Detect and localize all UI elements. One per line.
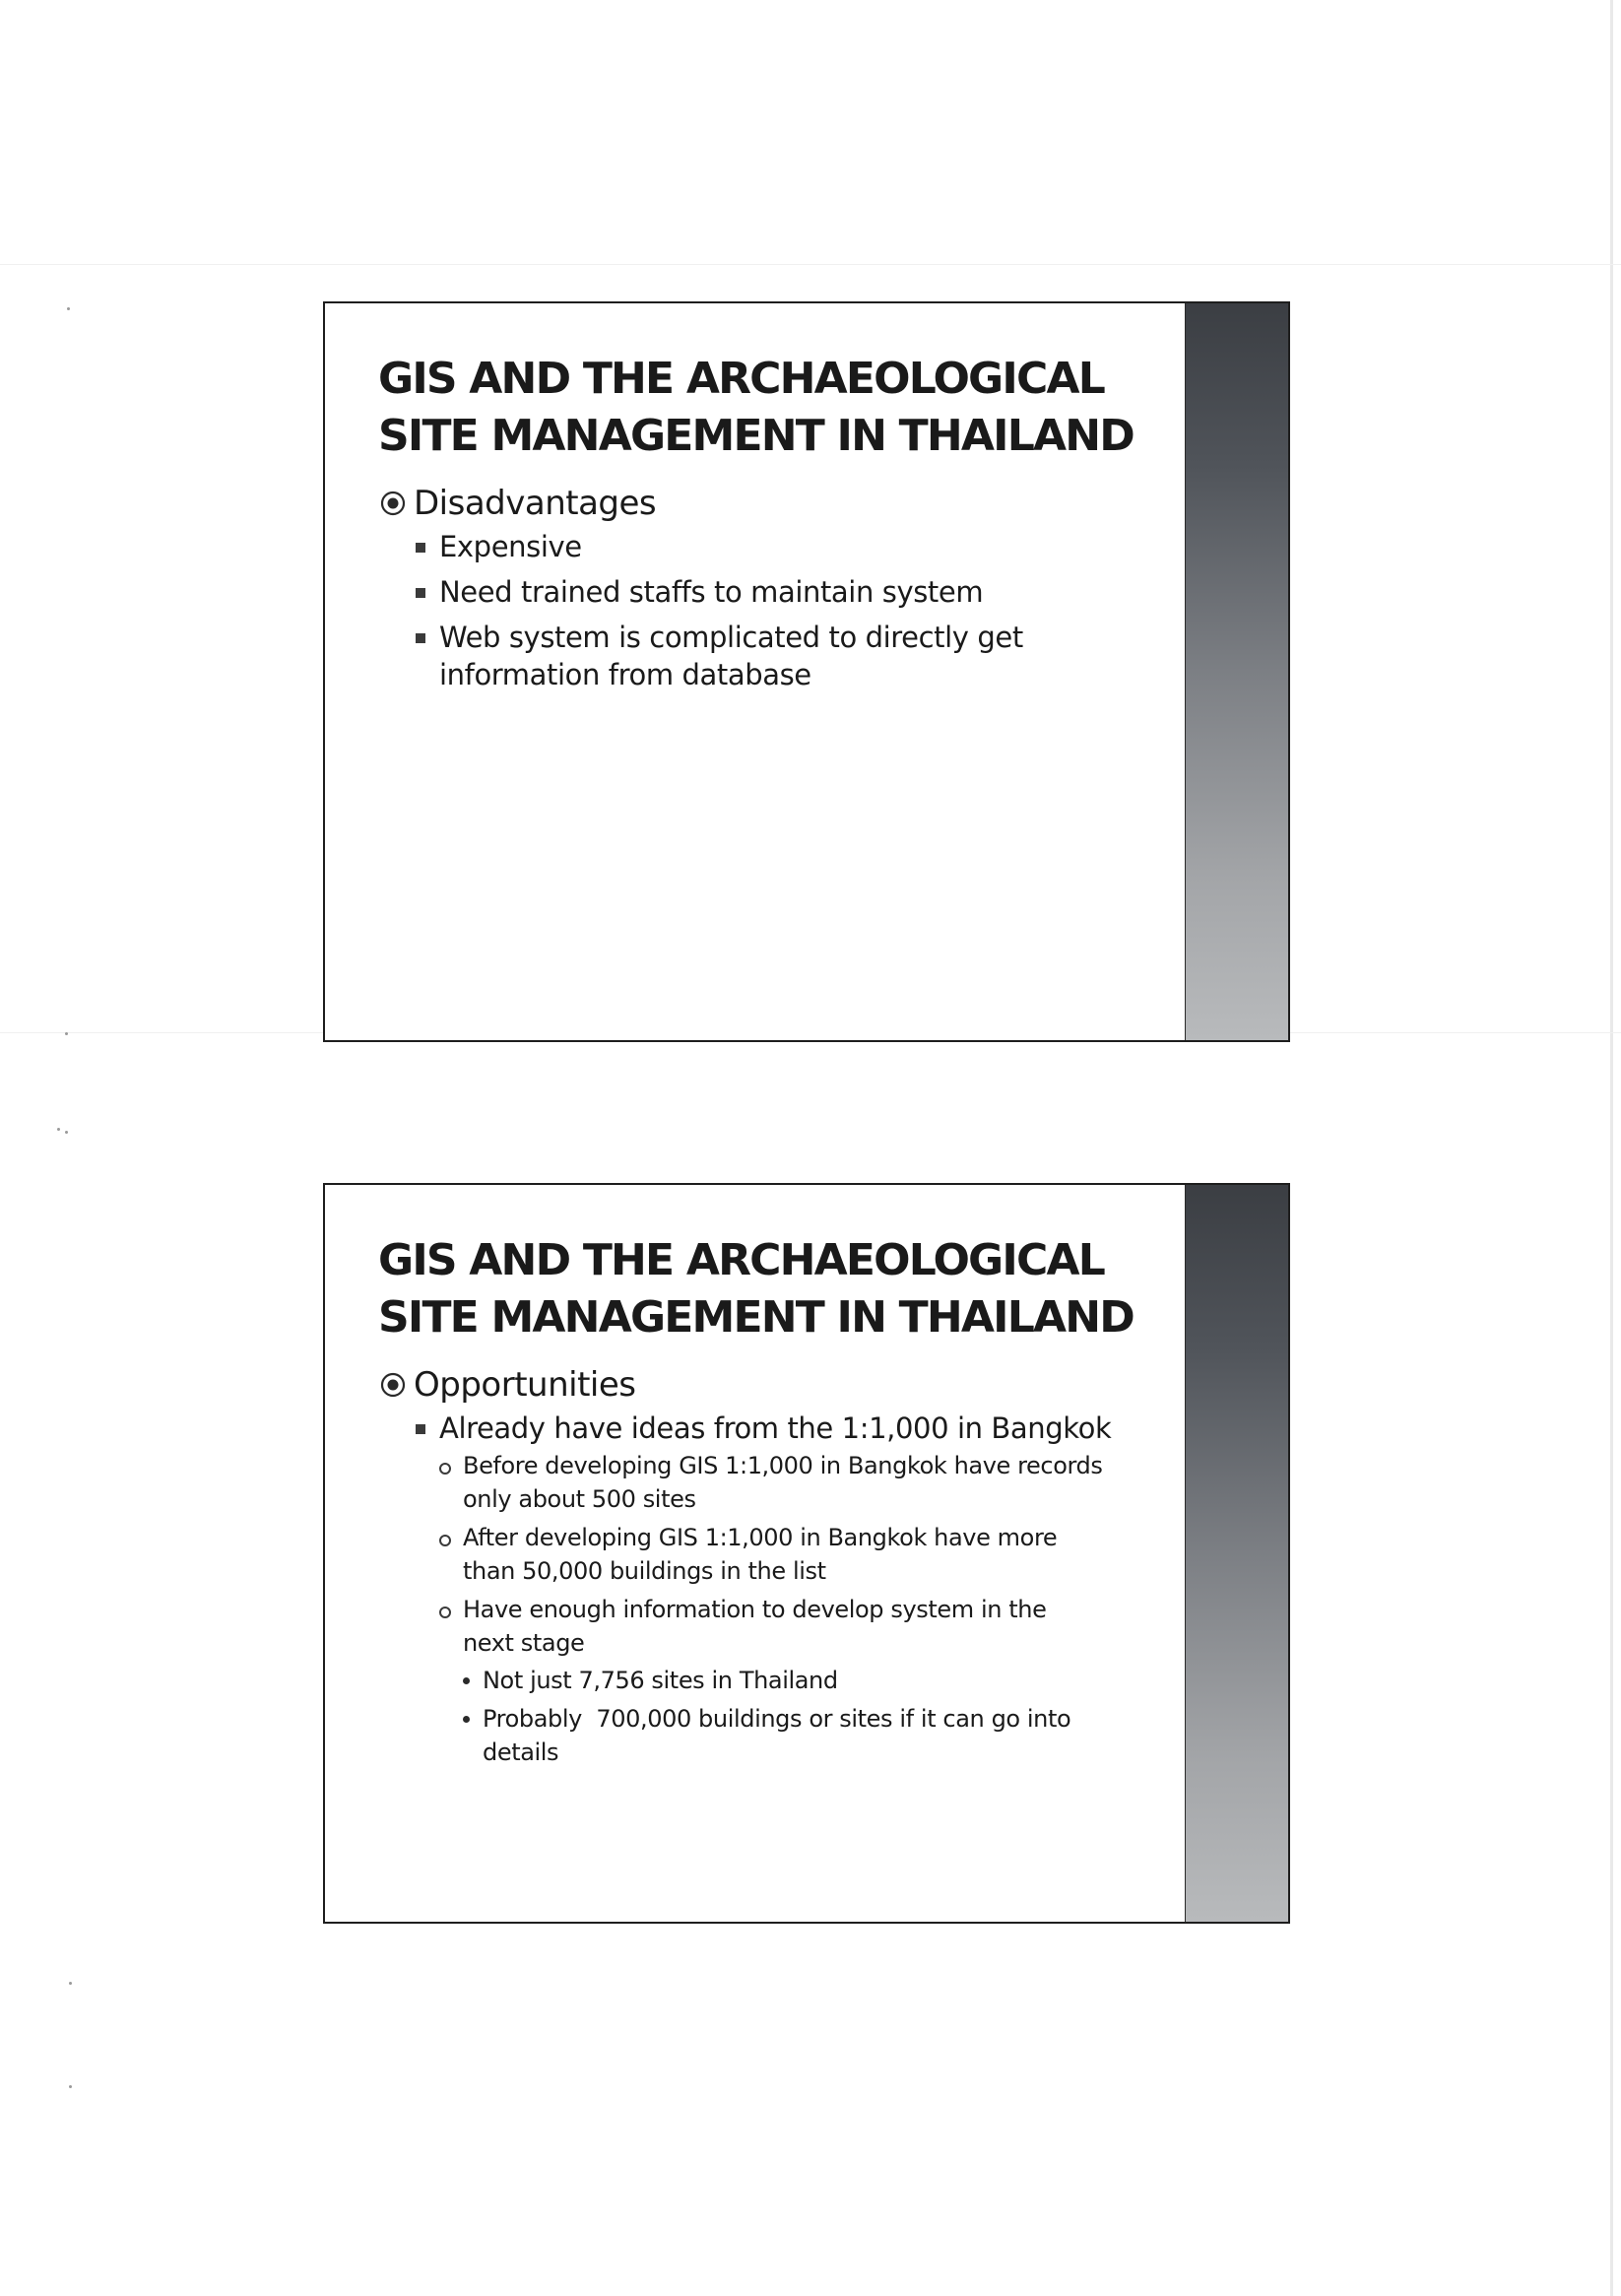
sub-bullet-list (439, 1449, 1166, 1769)
sub-list-item-row (439, 1593, 1166, 1660)
sub-list-item-text: After developing GIS 1:1,000 in Bangkok have more than 50,000 buildings in the list (463, 1524, 1058, 1585)
scan-speck (69, 1982, 72, 1985)
sub-sub-list-item-text: Probably 700,000 buildings or sites if it can go into details (483, 1705, 1078, 1766)
sub-sub-bullet-list (463, 1664, 1166, 1769)
heading-bullet (378, 483, 1166, 524)
hollow-circle-bullet-icon (439, 1607, 451, 1618)
circle-dot-bullet-icon (378, 489, 408, 518)
sub-sub-list-item-text: Not just 7,756 sites in Thailand (483, 1667, 838, 1694)
sub-list-item-text: Have enough information to develop system in the next stage (463, 1596, 1047, 1657)
slide-side-bar (1185, 303, 1288, 1040)
bullet-list (416, 528, 1166, 693)
scan-speck (65, 1131, 68, 1134)
scan-speck (69, 2085, 72, 2088)
list-item-text: Need trained staffs to maintain system (439, 575, 984, 609)
square-bullet-icon (416, 543, 425, 553)
hollow-circle-bullet-icon (439, 1535, 451, 1546)
page-edge (1610, 0, 1613, 2296)
dot-bullet-icon (463, 1677, 470, 1684)
slide-title-line: SITE MANAGEMENT IN THAILAND (378, 411, 1134, 461)
sub-list-item (439, 1521, 1166, 1588)
fold-line (0, 264, 1621, 265)
sub-sub-list-item (463, 1702, 1166, 1769)
list-item-text: Already have ideas from the 1:1,000 in Bangkok (439, 1411, 1112, 1445)
sub-list-item-text: Before developing GIS 1:1,000 in Bangkok have records only about 500 sites (463, 1452, 1103, 1513)
slide-title-line: SITE MANAGEMENT IN THAILAND (378, 1292, 1134, 1343)
bullet-group (378, 483, 1166, 693)
sub-sub-list-item (463, 1664, 1166, 1697)
scan-speck (67, 307, 70, 310)
list-item (416, 528, 1166, 565)
slide-title-line: GIS AND THE ARCHAEOLOGICAL (378, 1235, 1104, 1285)
bullet-heading: Opportunities (414, 1365, 636, 1405)
list-item (416, 1410, 1166, 1769)
slide-opportunities (323, 1183, 1290, 1924)
slide-content (378, 1232, 1166, 1777)
slide-title (378, 1232, 1166, 1346)
hollow-circle-bullet-icon (439, 1463, 451, 1475)
list-item-text: Expensive (439, 530, 582, 563)
heading-bullet (378, 1364, 1166, 1406)
scan-speck (57, 1128, 60, 1131)
slide-title (378, 351, 1166, 465)
circle-dot-bullet-icon (378, 1370, 408, 1400)
slide-disadvantages (323, 301, 1290, 1042)
square-bullet-icon (416, 588, 425, 598)
square-bullet-icon (416, 633, 425, 643)
list-item-text: Web system is complicated to directly get information from database (439, 621, 1023, 691)
square-bullet-icon (416, 1424, 425, 1434)
bullet-group (378, 1364, 1166, 1769)
sub-list-item (439, 1449, 1166, 1516)
scan-speck (65, 1032, 68, 1035)
list-item (416, 573, 1166, 611)
slide-side-bar (1185, 1185, 1288, 1922)
slide-title-line: GIS AND THE ARCHAEOLOGICAL (378, 354, 1104, 404)
dot-bullet-icon (463, 1716, 470, 1723)
bullet-list (416, 1410, 1166, 1769)
slide-content (378, 351, 1166, 701)
bullet-heading: Disadvantages (414, 484, 657, 523)
list-item (416, 619, 1166, 693)
list-item-row (416, 1410, 1166, 1447)
sub-list-item (439, 1593, 1166, 1769)
